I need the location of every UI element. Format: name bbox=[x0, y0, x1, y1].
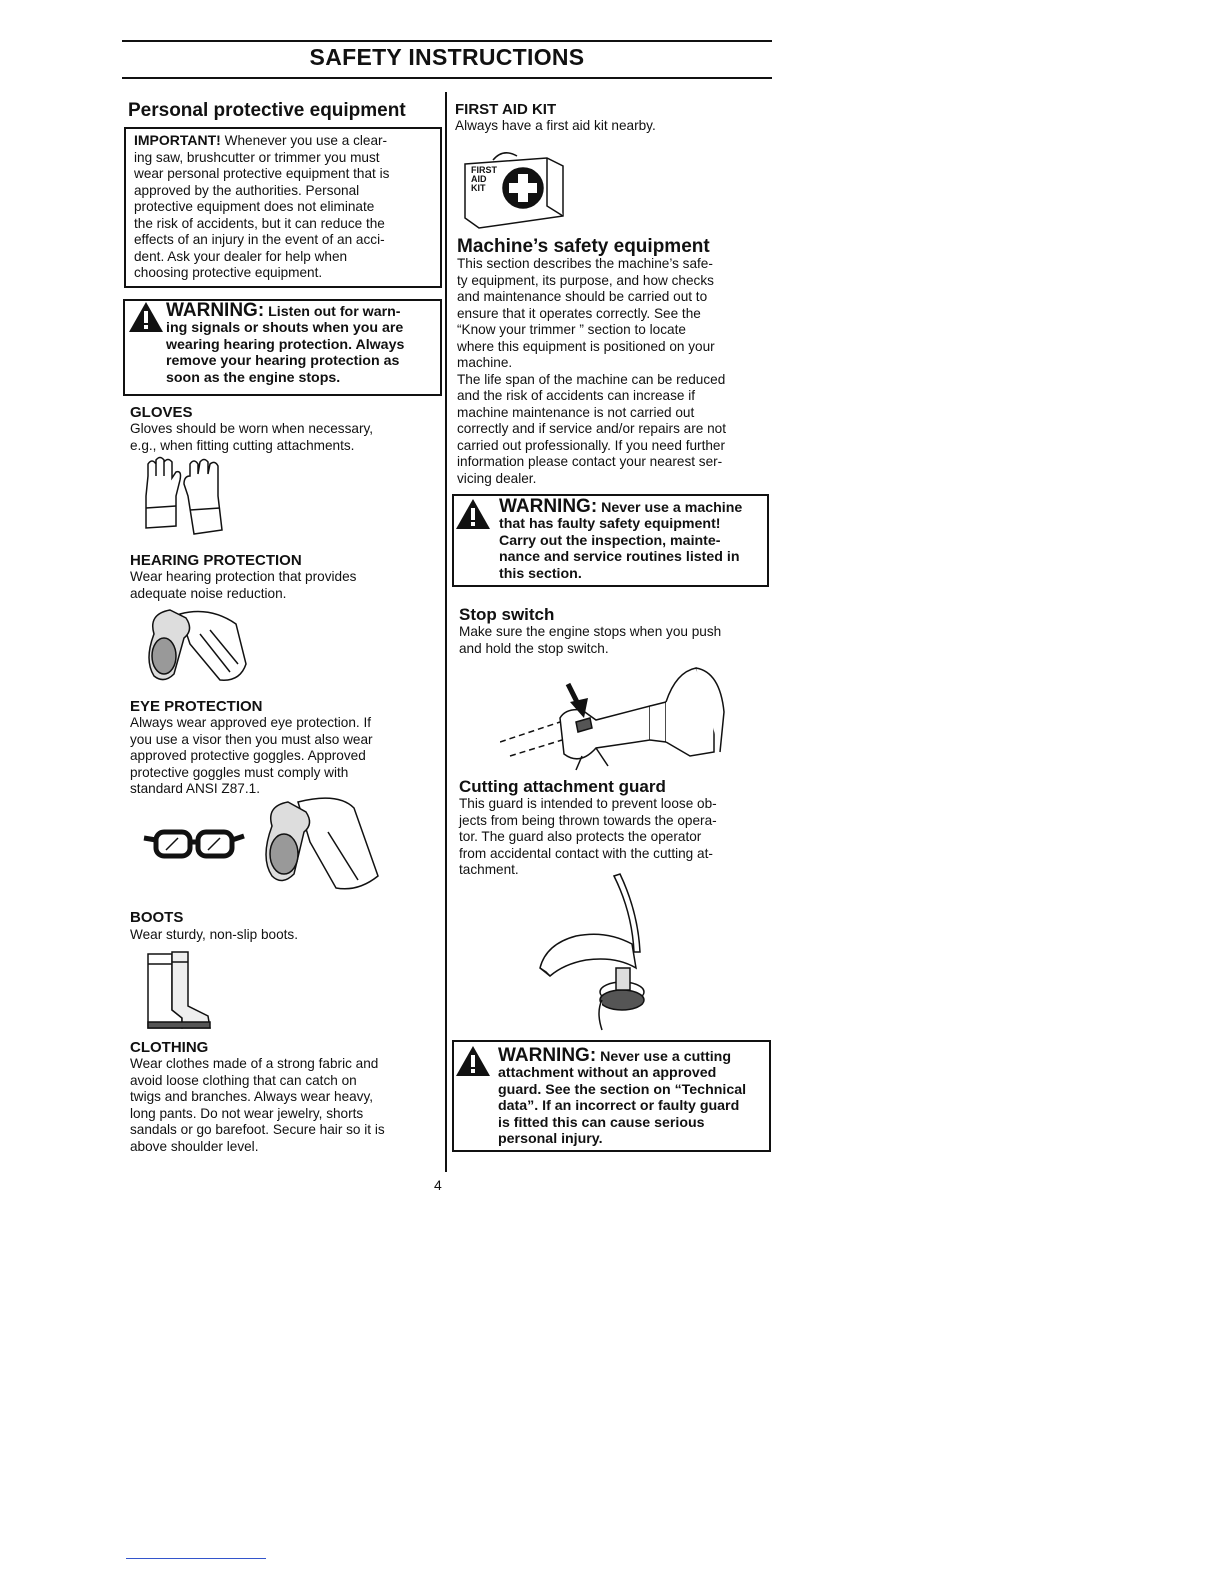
footer-line bbox=[126, 1558, 266, 1559]
warning-triangle-icon bbox=[455, 498, 491, 530]
warning-text-guard: WARNING: Never use a cutting attachment without an approved guard. See the section on “Technical data”. If an incorrect or faulty guard is fitted this can cause serious personal injury. bbox=[498, 1045, 747, 1148]
important-text: IMPORTANT! Whenever you use a clear- ing saw, brushcutter or trimmer you must wear personal protective equipment that is approved by the authorities. Personal protective equipment does not eliminate the risk of accidents, but it can reduce the effects of an injury in the event of an acci- dent. Ask your dealer for help when choosing protective equipment. bbox=[134, 132, 390, 280]
header-bottom-rule bbox=[122, 77, 772, 79]
firstaid-kit-illustration bbox=[463, 144, 565, 234]
stop-switch-illustration bbox=[500, 662, 730, 772]
stop-switch-title: Stop switch bbox=[459, 605, 555, 624]
header-top-rule bbox=[122, 40, 772, 42]
warning-text-safety-equipment: WARNING: Never use a machine that has faulty safety equipment! Carry out the inspection, mainte- nance and service routines listed in this section. bbox=[499, 496, 743, 582]
machine-safety-text: This section describes the machine’s safe- ty equipment, its purpose, and how checks and maintenance should be carried out to ensure that it operates correctly. See the “Know your trimmer ” section to locate where this equipment is positioned on your machine. The life span of the machine can be reduced and the risk of accidents can increase if machine maintenance is not carried out correctly and if service and/or repairs are not carried out professionally. If you need further information please contact your nearest ser- vicing dealer. bbox=[457, 256, 726, 486]
ppe-heading: Personal protective equipment bbox=[128, 100, 406, 121]
clothing-text: Wear clothes made of a strong fabric and avoid loose clothing that can catch on twigs and branches. Always wear heavy, long pants. Do not wear jewelry, shorts sandals or go barefoot. Secure hair so it is above shoulder level. bbox=[130, 1056, 385, 1154]
machine-safety-heading: Machine’s safety equipment bbox=[457, 236, 710, 257]
firstaid-title: FIRST AID KIT bbox=[455, 101, 557, 118]
page-title: SAFETY INSTRUCTIONS bbox=[309, 44, 585, 70]
visor-illustration bbox=[258, 792, 380, 892]
guard-illustration bbox=[536, 872, 666, 1032]
hearing-title: HEARING PROTECTION bbox=[130, 552, 302, 569]
eye-text: Always wear approved eye protection. If you use a visor then you must also wear approved protective goggles. Approved protective goggles must comply with standard ANSI Z87.1. bbox=[130, 715, 373, 796]
clothing-title: CLOTHING bbox=[130, 1039, 209, 1056]
kit-label: FIRST AID KIT bbox=[471, 165, 497, 193]
boots-text: Wear sturdy, non-slip boots. bbox=[130, 927, 298, 942]
gloves-text: Gloves should be worn when necessary, e.g., when fitting cutting attachments. bbox=[130, 421, 374, 453]
warning-text-hearing: WARNING: Listen out for warn- ing signals or shouts when you are wearing hearing protection. Always remove your hearing protection as soon as the engine stops. bbox=[166, 300, 405, 386]
hearing-protection-illustration bbox=[140, 604, 250, 686]
page-number: 4 bbox=[434, 1177, 442, 1193]
warning-triangle-icon bbox=[128, 301, 164, 333]
hearing-text: Wear hearing protection that provides adequate noise reduction. bbox=[130, 569, 357, 601]
column-divider bbox=[445, 92, 447, 1172]
guard-title: Cutting attachment guard bbox=[459, 777, 666, 796]
goggles-illustration bbox=[142, 826, 246, 862]
boots-illustration bbox=[142, 950, 216, 1032]
important-box bbox=[124, 127, 442, 288]
warning-triangle-icon bbox=[455, 1045, 491, 1077]
boots-title: BOOTS bbox=[130, 909, 184, 926]
eye-title: EYE PROTECTION bbox=[130, 698, 263, 715]
stop-switch-text: Make sure the engine stops when you push and hold the stop switch. bbox=[459, 624, 722, 656]
gloves-title: GLOVES bbox=[130, 404, 193, 421]
firstaid-text: Always have a first aid kit nearby. bbox=[455, 118, 656, 133]
gloves-illustration bbox=[140, 456, 235, 541]
guard-text: This guard is intended to prevent loose ob- jects from being thrown towards the opera- tor. The guard also protects the operator from accidental contact with the cutting at- tachment. bbox=[459, 796, 717, 877]
important-label: IMPORTANT! bbox=[134, 132, 221, 148]
